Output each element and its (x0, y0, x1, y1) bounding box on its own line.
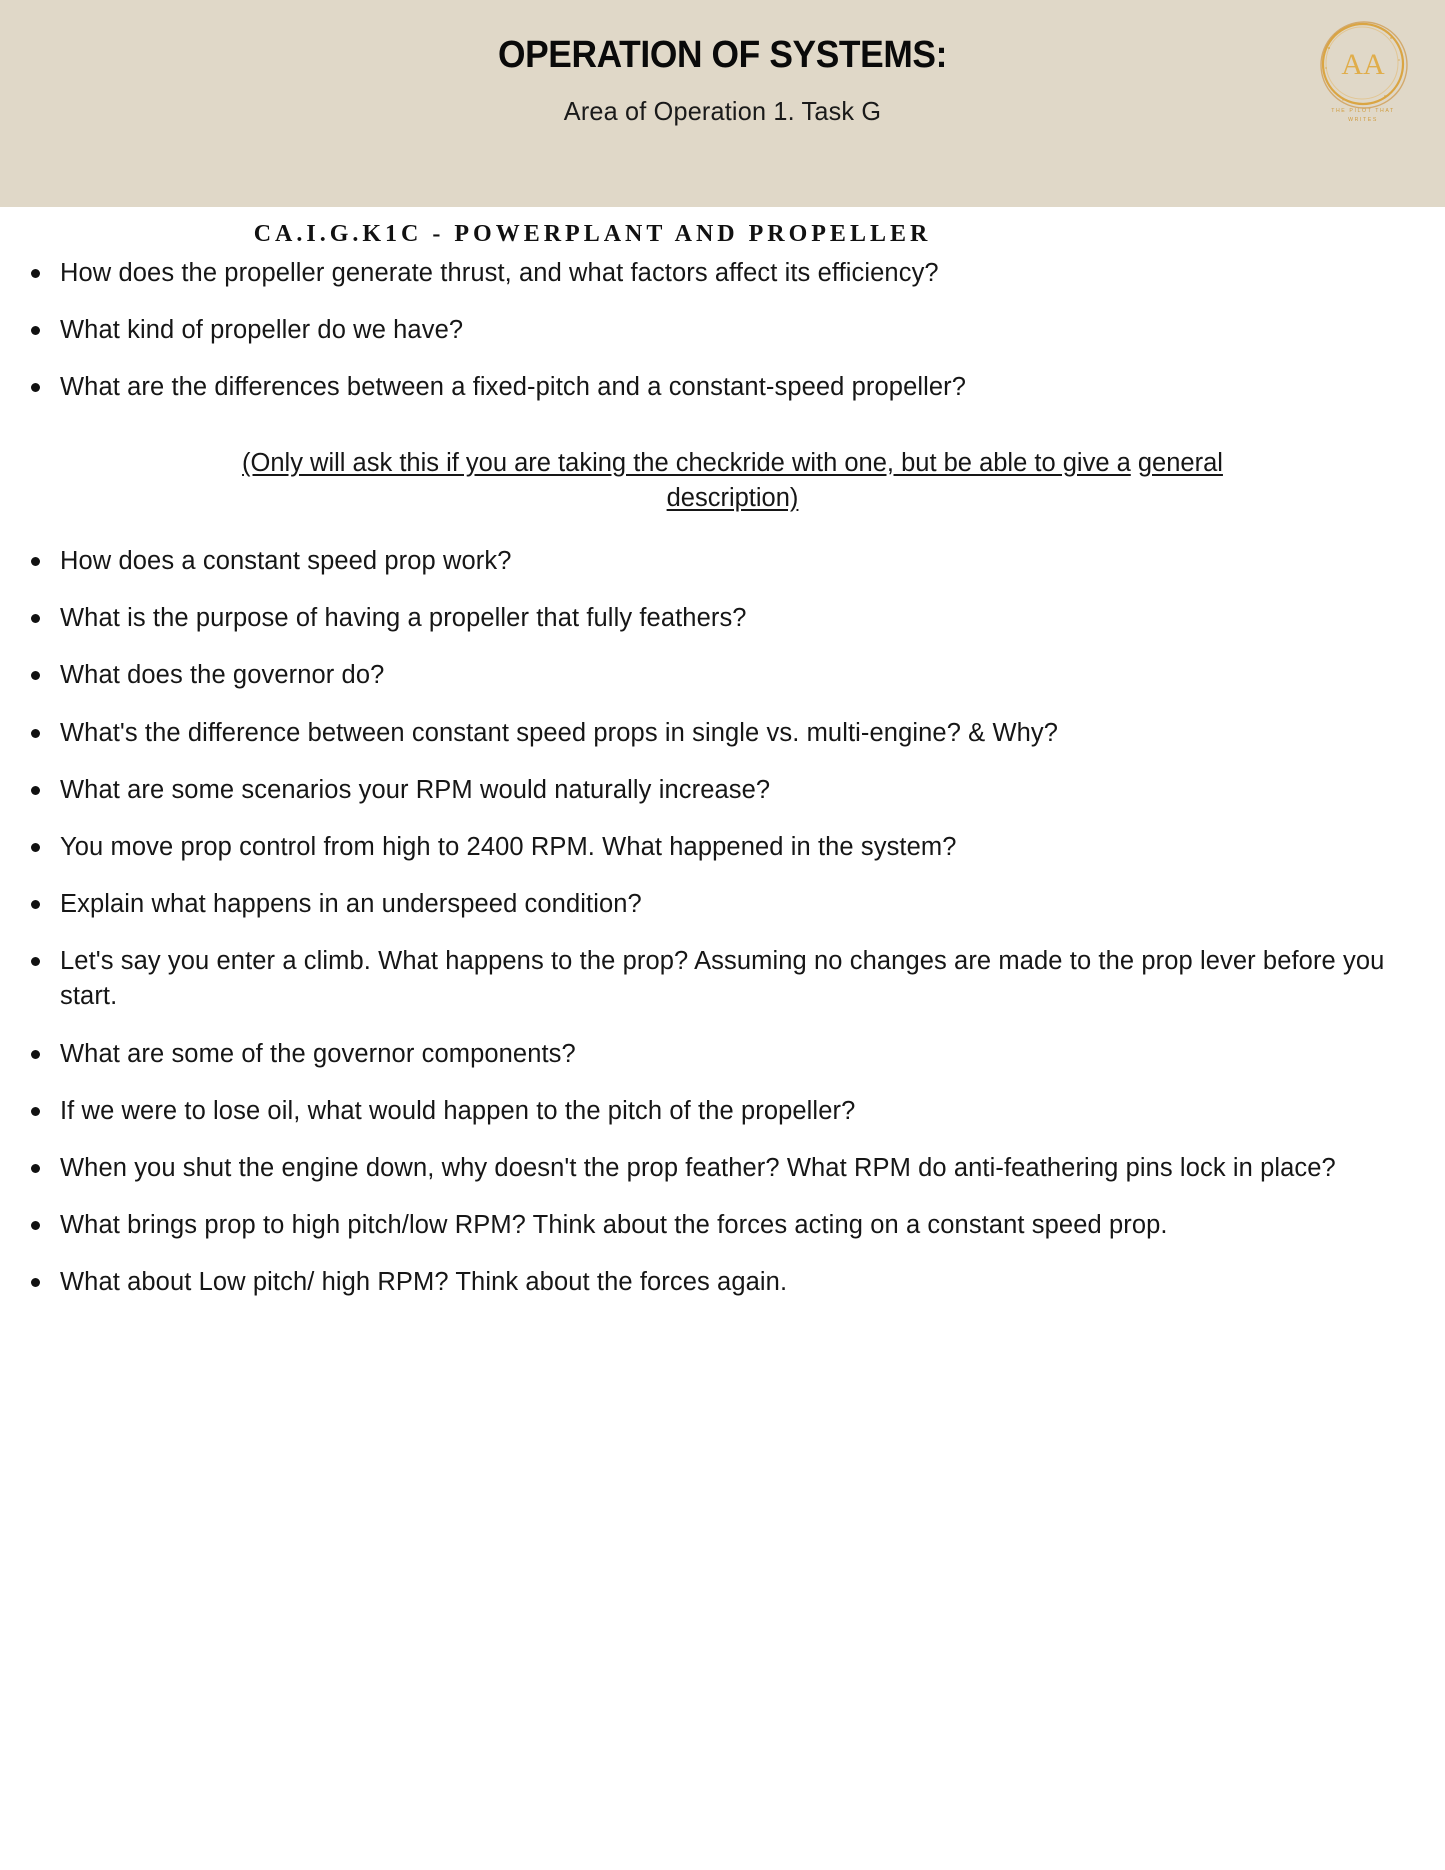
question-list-bottom (0, 544, 1445, 1301)
list-item: What's the difference between constant speed props in single vs. multi-engine? & Why? (0, 716, 1445, 751)
list-item: What are the differences between a fixed-pitch and a constant-speed propeller? (0, 370, 1445, 405)
list-item: What is the purpose of having a propeller that fully feathers? (0, 601, 1445, 636)
document-body (0, 221, 1445, 1301)
checkride-note-line-1: (Only will ask this if you are taking the checkride with one, but be able to give a (242, 448, 1131, 477)
section-heading: CA.I.G.K1C - POWERPLANT AND PROPELLER (253, 221, 932, 247)
brand-logo (1299, 8, 1427, 136)
list-item: What are some scenarios your RPM would naturally increase? (0, 773, 1445, 808)
logo-tagline-line1: THE PILOT THAT (1331, 108, 1395, 114)
checkride-note-line-2: general description) (666, 448, 1223, 512)
logo-tagline-line2: WRITES (1348, 117, 1378, 123)
list-item: What does the governor do? (0, 658, 1445, 693)
logo-monogram: AA (1341, 48, 1385, 81)
list-item: When you shut the engine down, why doesn't the prop feather? What RPM do anti-feathering pins lock in place? (0, 1151, 1445, 1186)
list-item: You move prop control from high to 2400 RPM. What happened in the system? (0, 830, 1445, 865)
checkride-note (178, 446, 1268, 516)
list-item: What about Low pitch/ high RPM? Think about the forces again. (0, 1265, 1445, 1300)
question-list-top (0, 256, 1445, 406)
page-subtitle: Area of Operation 1. Task G (563, 95, 882, 126)
header-text-block (0, 34, 1445, 127)
list-item: Explain what happens in an underspeed condition? (0, 887, 1445, 922)
list-item: How does a constant speed prop work? (0, 544, 1445, 579)
list-item: Let's say you enter a climb. What happens to the prop? Assuming no changes are made to the prop lever before you start. (0, 944, 1445, 1014)
list-item: What are some of the governor components? (0, 1037, 1445, 1072)
list-item: What brings prop to high pitch/low RPM? Think about the forces acting on a constant speed prop. (0, 1208, 1445, 1243)
list-item: How does the propeller generate thrust, and what factors affect its efficiency? (0, 256, 1445, 291)
list-item: If we were to lose oil, what would happen to the pitch of the propeller? (0, 1094, 1445, 1129)
list-item: What kind of propeller do we have? (0, 313, 1445, 348)
page-title: OPERATION OF SYSTEMS: (497, 34, 948, 76)
header-banner (0, 0, 1445, 207)
